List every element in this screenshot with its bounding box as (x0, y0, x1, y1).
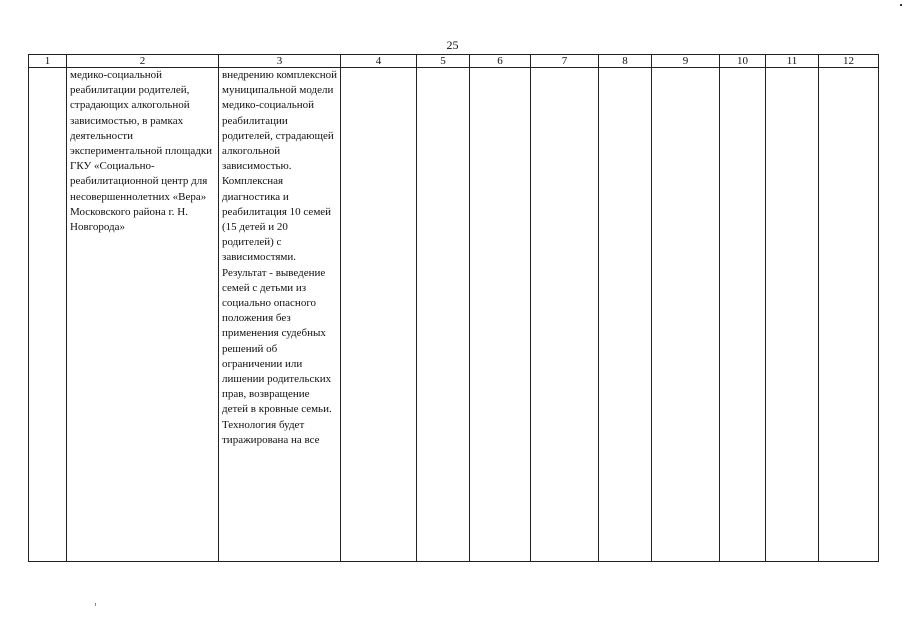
cell-col7 (531, 68, 599, 562)
column-header-1: 1 (29, 55, 67, 68)
cell-col3 (219, 68, 341, 562)
column-header-6: 6 (470, 55, 531, 68)
column-header-10: 10 (720, 55, 766, 68)
column-header-9: 9 (652, 55, 720, 68)
document-table (28, 54, 879, 562)
cell-col9 (652, 68, 720, 562)
column-header-5: 5 (417, 55, 470, 68)
cell-col8 (599, 68, 652, 562)
column-header-3: 3 (219, 55, 341, 68)
cell-col4 (341, 68, 417, 562)
page-number: 25 (446, 38, 459, 52)
scan-corner-mark (900, 4, 902, 6)
column-header-12: 12 (819, 55, 879, 68)
program-description-text: медико-социальной реабилитации родителей, страдающих алкогольной зависимостью, в рамках деятельности экспериментальной площадки ГКУ «Социально-реабилитационной центр для несовершеннолетних «Вера» Московского района г. Н. Новгорода» (70, 69, 213, 234)
cell-col1 (29, 68, 67, 562)
table-row (29, 68, 879, 562)
table-header-row (29, 55, 879, 68)
column-header-7: 7 (531, 55, 599, 68)
column-header-8: 8 (599, 55, 652, 68)
cell-col11 (766, 68, 819, 562)
cell-col6 (470, 68, 531, 562)
column-header-4: 4 (341, 55, 417, 68)
cell-col5 (417, 68, 470, 562)
column-header-2: 2 (67, 55, 219, 68)
cell-col12 (819, 68, 879, 562)
expected-result-text: внедрению комплексной муниципальной модели медико-социальной реабилитации родителей, страдающей алкогольной зависимостью. Комплексная диагностика и реабилитация 10 семей (15 детей и 20 родителей) с зависимостями. Результат - выведение семей с детьми из социально опасного положения без применения судебных решений об ограничении или лишении родительских прав, возвращение детей в кровные семьи. Технология будет тиражирована на все (222, 69, 338, 446)
scan-speck (95, 603, 96, 606)
column-header-11: 11 (766, 55, 819, 68)
cell-col2 (67, 68, 219, 562)
cell-col10 (720, 68, 766, 562)
